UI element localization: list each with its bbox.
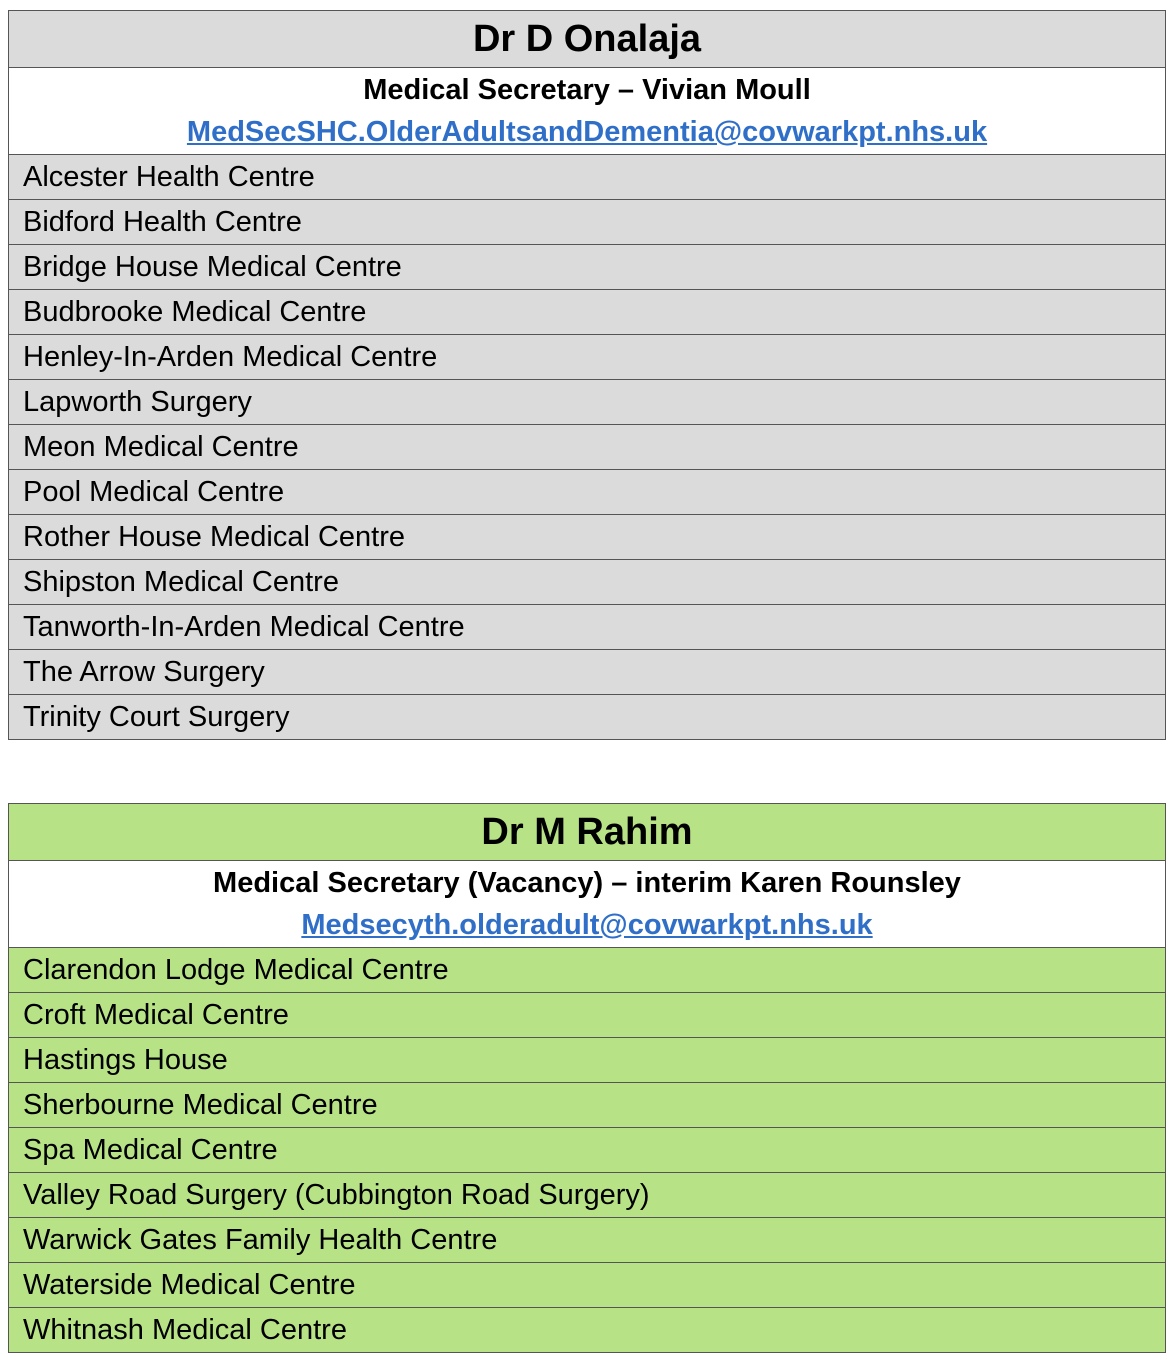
practice-row: Pool Medical Centre (9, 470, 1166, 515)
practice-row: Waterside Medical Centre (9, 1263, 1166, 1308)
secretary-cell (9, 861, 1166, 948)
practice-row: Spa Medical Centre (9, 1128, 1166, 1173)
practice-row: Croft Medical Centre (9, 993, 1166, 1038)
doctor-table-onalaja (8, 10, 1166, 740)
practice-row: Trinity Court Surgery (9, 695, 1166, 740)
practice-row: Shipston Medical Centre (9, 560, 1166, 605)
practice-row: Bridge House Medical Centre (9, 245, 1166, 290)
practice-row: Budbrooke Medical Centre (9, 290, 1166, 335)
doctor-table-rahim (8, 803, 1166, 1353)
secretary-name: Medical Secretary (Vacancy) – interim Karen Rounsley (213, 867, 961, 899)
doctor-name: Dr M Rahim (9, 804, 1166, 861)
practice-row: Whitnash Medical Centre (9, 1308, 1166, 1353)
doctor-name: Dr D Onalaja (9, 11, 1166, 68)
practice-row: Tanworth-In-Arden Medical Centre (9, 605, 1166, 650)
practice-row: Warwick Gates Family Health Centre (9, 1218, 1166, 1263)
practice-row: Bidford Health Centre (9, 200, 1166, 245)
practice-row: Valley Road Surgery (Cubbington Road Surgery) (9, 1173, 1166, 1218)
practice-row: Henley-In-Arden Medical Centre (9, 335, 1166, 380)
secretary-name: Medical Secretary – Vivian Moull (363, 74, 811, 106)
practice-row: The Arrow Surgery (9, 650, 1166, 695)
secretary-email-link[interactable]: Medsecyth.olderadult@covwarkpt.nhs.uk (301, 909, 873, 941)
practice-row: Clarendon Lodge Medical Centre (9, 948, 1166, 993)
practice-row: Hastings House (9, 1038, 1166, 1083)
practice-row: Alcester Health Centre (9, 155, 1166, 200)
practice-row: Meon Medical Centre (9, 425, 1166, 470)
secretary-cell (9, 68, 1166, 155)
secretary-email-link[interactable]: MedSecSHC.OlderAdultsandDementia@covwarkpt.nhs.uk (186, 116, 988, 148)
practice-row: Sherbourne Medical Centre (9, 1083, 1166, 1128)
practice-row: Lapworth Surgery (9, 380, 1166, 425)
practice-row: Rother House Medical Centre (9, 515, 1166, 560)
